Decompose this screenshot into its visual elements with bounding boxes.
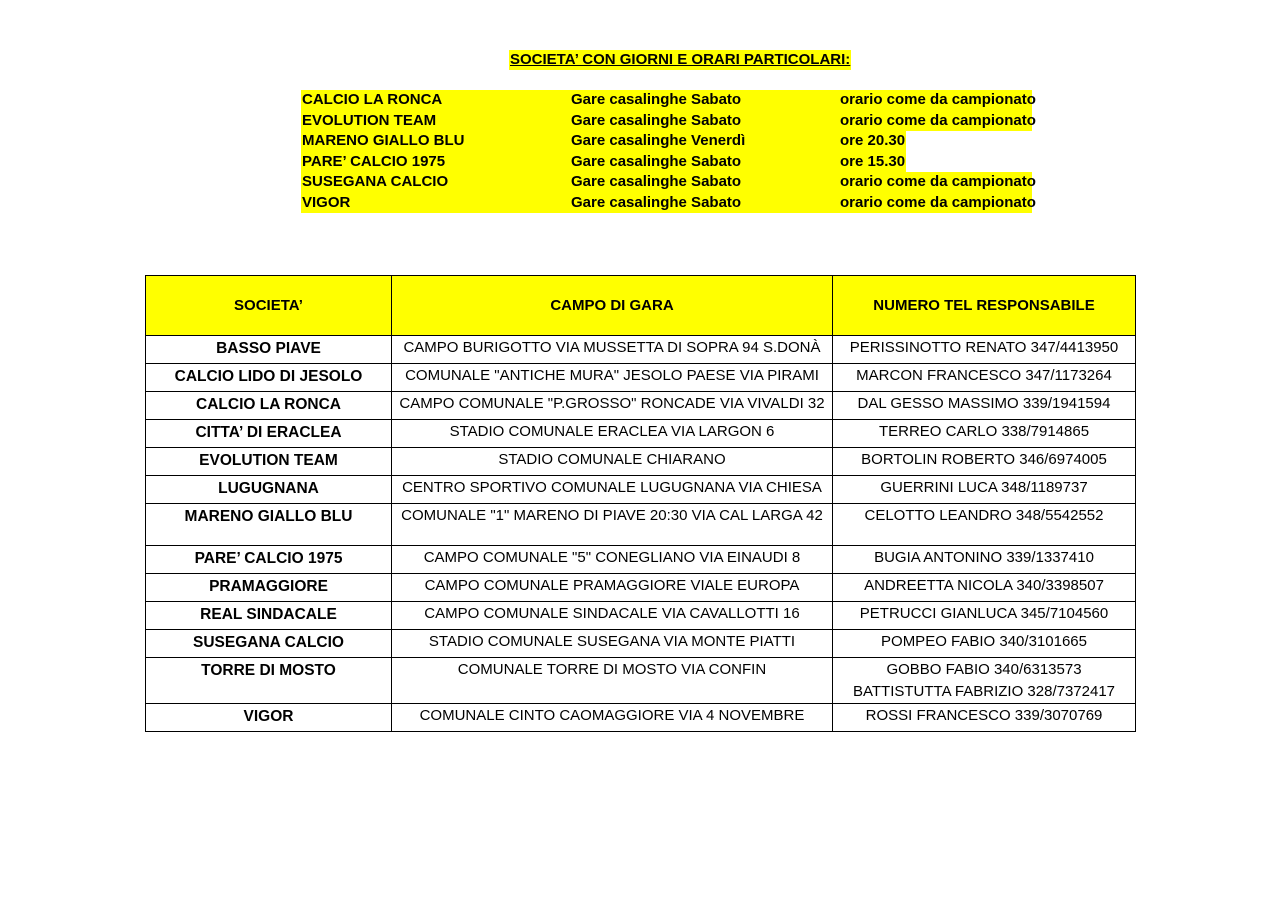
cell-club: LUGUGNANA: [146, 476, 392, 504]
cell-club: BASSO PIAVE: [146, 336, 392, 364]
cell-club: CALCIO LA RONCA: [146, 392, 392, 420]
cell-contact: TERREO CARLO 338/7914865: [833, 420, 1136, 448]
table-row: [146, 504, 1136, 546]
special-club: PARE’ CALCIO 1975: [301, 152, 571, 173]
cell-contact: ANDREETTA NICOLA 340/3398507: [833, 574, 1136, 602]
cell-field: CENTRO SPORTIVO COMUNALE LUGUGNANA VIA CHIESA: [392, 476, 833, 504]
special-row: [301, 131, 1032, 152]
special-club: VIGOR: [301, 193, 571, 214]
special-time: ore 20.30: [840, 131, 906, 152]
table-row: [146, 630, 1136, 658]
clubs-table: [145, 275, 1136, 732]
table-row: [146, 658, 1136, 704]
cell-club: PARE’ CALCIO 1975: [146, 546, 392, 574]
special-row: [301, 193, 1036, 214]
cell-contact: CELOTTO LEANDRO 348/5542552: [833, 504, 1136, 546]
cell-contact: ROSSI FRANCESCO 339/3070769: [833, 704, 1136, 732]
cell-contact: DAL GESSO MASSIMO 339/1941594: [833, 392, 1136, 420]
page-title: SOCIETA’ CON GIORNI E ORARI PARTICOLARI:: [510, 51, 851, 68]
special-time: orario come da campionato: [840, 90, 1032, 111]
special-time: ore 15.30: [840, 152, 906, 173]
special-schedule-list: [301, 90, 1036, 213]
table-row: [146, 448, 1136, 476]
cell-field: CAMPO COMUNALE SINDACALE VIA CAVALLOTTI 16: [392, 602, 833, 630]
special-time: orario come da campionato: [840, 172, 1032, 193]
cell-field: CAMPO COMUNALE "5" CONEGLIANO VIA EINAUDI 8: [392, 546, 833, 574]
cell-club: VIGOR: [146, 704, 392, 732]
special-club: SUSEGANA CALCIO: [301, 172, 571, 193]
cell-contact: PETRUCCI GIANLUCA 345/7104560: [833, 602, 1136, 630]
special-matches: Gare casalinghe Sabato: [571, 193, 840, 214]
cell-contact: PERISSINOTTO RENATO 347/4413950: [833, 336, 1136, 364]
cell-field: CAMPO COMUNALE PRAMAGGIORE VIALE EUROPA: [392, 574, 833, 602]
special-matches: Gare casalinghe Sabato: [571, 90, 840, 111]
cell-club: TORRE DI MOSTO: [146, 658, 392, 704]
cell-club: SUSEGANA CALCIO: [146, 630, 392, 658]
cell-field: COMUNALE TORRE DI MOSTO VIA CONFIN: [392, 658, 833, 704]
cell-field: CAMPO COMUNALE "P.GROSSO" RONCADE VIA VIVALDI 32: [392, 392, 833, 420]
cell-club: EVOLUTION TEAM: [146, 448, 392, 476]
special-matches: Gare casalinghe Sabato: [571, 152, 840, 173]
special-matches: Gare casalinghe Sabato: [571, 111, 840, 132]
cell-contact: BUGIA ANTONINO 339/1337410: [833, 546, 1136, 574]
table-row: [146, 392, 1136, 420]
header-societa: SOCIETA’: [146, 276, 392, 336]
cell-field: COMUNALE CINTO CAOMAGGIORE VIA 4 NOVEMBRE: [392, 704, 833, 732]
cell-contact: GUERRINI LUCA 348/1189737: [833, 476, 1136, 504]
cell-club: PRAMAGGIORE: [146, 574, 392, 602]
cell-field: STADIO COMUNALE SUSEGANA VIA MONTE PIATTI: [392, 630, 833, 658]
special-matches: Gare casalinghe Sabato: [571, 172, 840, 193]
header-campo: CAMPO DI GARA: [392, 276, 833, 336]
special-club: MARENO GIALLO BLU: [301, 131, 571, 152]
special-row: [301, 172, 1036, 193]
cell-club: REAL SINDACALE: [146, 602, 392, 630]
cell-contact: POMPEO FABIO 340/3101665: [833, 630, 1136, 658]
special-time: orario come da campionato: [840, 111, 1032, 132]
special-row: [301, 152, 1032, 173]
cell-contact: BORTOLIN ROBERTO 346/6974005: [833, 448, 1136, 476]
table-row: [146, 546, 1136, 574]
cell-field: STADIO COMUNALE CHIARANO: [392, 448, 833, 476]
special-row: [301, 111, 1036, 132]
table-row: [146, 574, 1136, 602]
table-header-row: [146, 276, 1136, 336]
cell-club: MARENO GIALLO BLU: [146, 504, 392, 546]
cell-field: CAMPO BURIGOTTO VIA MUSSETTA DI SOPRA 94 S.DONÀ: [392, 336, 833, 364]
special-matches: Gare casalinghe Venerdì: [571, 131, 840, 152]
cell-field: COMUNALE "ANTICHE MURA" JESOLO PAESE VIA PIRAMI: [392, 364, 833, 392]
table-row: [146, 476, 1136, 504]
contact-line: GOBBO FABIO 340/6313573: [886, 661, 1082, 678]
table-row: [146, 336, 1136, 364]
table-row: [146, 704, 1136, 732]
special-club: EVOLUTION TEAM: [301, 111, 571, 132]
special-club: CALCIO LA RONCA: [301, 90, 571, 111]
cell-club: CITTA’ DI ERACLEA: [146, 420, 392, 448]
cell-contact: MARCON FRANCESCO 347/1173264: [833, 364, 1136, 392]
header-telefono: NUMERO TEL RESPONSABILE: [833, 276, 1136, 336]
special-row: [301, 90, 1036, 111]
contact-line: BATTISTUTTA FABRIZIO 328/7372417: [852, 683, 1116, 700]
special-time: orario come da campionato: [840, 193, 1032, 214]
cell-contact: [833, 658, 1136, 704]
table-row: [146, 602, 1136, 630]
cell-club: CALCIO LIDO DI JESOLO: [146, 364, 392, 392]
cell-field: STADIO COMUNALE ERACLEA VIA LARGON 6: [392, 420, 833, 448]
table-row: [146, 364, 1136, 392]
cell-field: COMUNALE "1" MARENO DI PIAVE 20:30 VIA CAL LARGA 42: [392, 504, 833, 546]
table-row: [146, 420, 1136, 448]
